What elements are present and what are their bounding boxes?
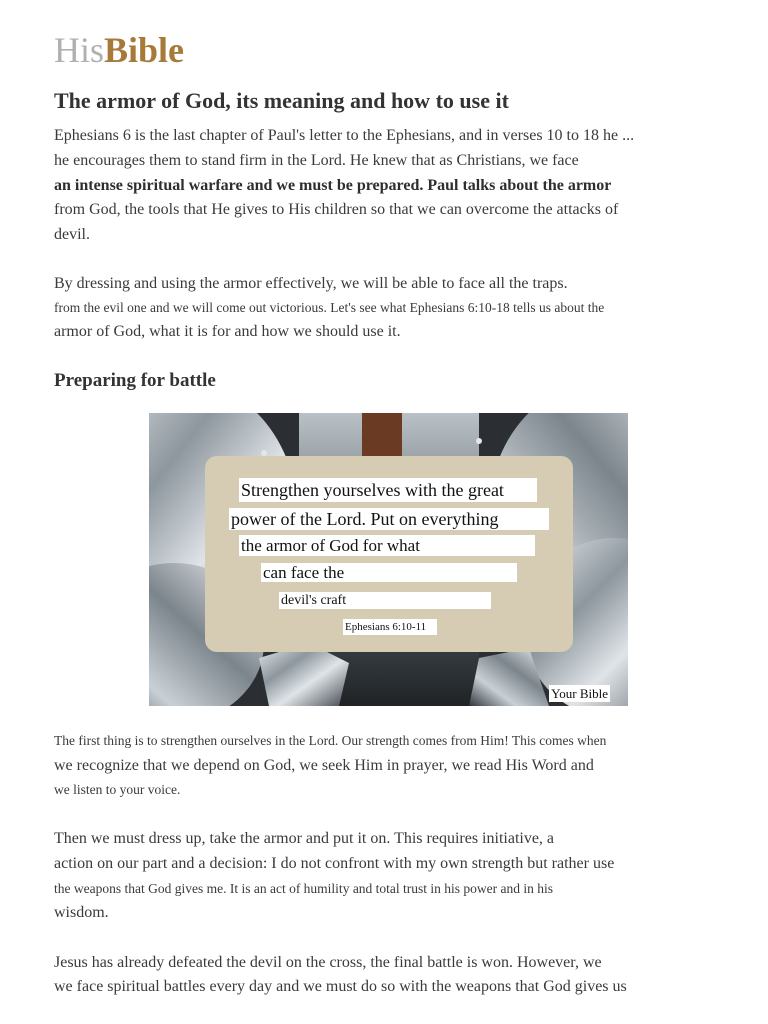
quote-line-5: devil's craft: [279, 592, 491, 609]
quote-line-2: power of the Lord. Put on everything: [229, 508, 549, 530]
intro-line-3: an intense spiritual warfare and we must be prepared. Paul talks about the armor: [54, 177, 612, 194]
quote-line-4: can face the: [261, 563, 517, 582]
quote-card: [205, 456, 573, 652]
intro-line-1: Ephesians 6 is the last chapter of Paul's letter to the Ephesians, and in verses 10 to 18 he ...: [54, 127, 635, 144]
intro-line-2: he encourages them to stand firm in the Lord. He knew that as Christians, we face: [54, 152, 579, 169]
para5-line-1: Jesus has already defeated the devil on the cross, the final battle is won. However, we: [54, 954, 602, 971]
para4-line-2: action on our part and a decision: I do not confront with my own strength but rather use: [54, 855, 615, 872]
para3-line-1: The first thing is to strengthen ourselves in the Lord. Our strength comes from Him! This comes when: [54, 733, 607, 748]
quote-line-1: Strengthen yourselves with the great: [239, 478, 537, 502]
quote-line-3: the armor of God for what: [239, 535, 535, 556]
para4-line-1: Then we must dress up, take the armor and put it on. This requires initiative, a: [54, 830, 555, 847]
para2-line-3: armor of God, what it is for and how we should use it.: [54, 323, 401, 340]
para4-line-3: the weapons that God gives me. It is an act of humility and total trust in his power and in his: [54, 881, 554, 896]
page-title: The armor of God, its meaning and how to use it: [54, 88, 509, 113]
image-watermark: Your Bible: [551, 686, 608, 701]
para4-line-4: wisdom.: [54, 904, 109, 921]
armor-quote-image: [149, 413, 628, 706]
para2-line-2: from the evil one and we will come out victorious. Let's see what Ephesians 6:10-18 tells us about the: [54, 300, 605, 315]
site-logo[interactable]: [54, 30, 184, 70]
intro-line-4: from God, the tools that He gives to His children so that we can overcome the attacks of: [54, 201, 619, 218]
para3-line-3: we listen to your voice.: [54, 782, 181, 797]
para5-line-2: we face spiritual battles every day and we must do so with the weapons that God gives us: [54, 978, 627, 995]
intro-line-5: devil.: [54, 226, 90, 243]
para2-line-1: By dressing and using the armor effectively, we will be able to face all the traps.: [54, 275, 568, 292]
quote-reference: Ephesians 6:10-11: [343, 619, 437, 635]
logo-bible-text: Bible: [104, 30, 185, 70]
section-heading: Preparing for battle: [54, 370, 216, 391]
para3-line-2: we recognize that we depend on God, we seek Him in prayer, we read His Word and: [54, 757, 594, 774]
logo-his-text: His: [54, 30, 105, 70]
